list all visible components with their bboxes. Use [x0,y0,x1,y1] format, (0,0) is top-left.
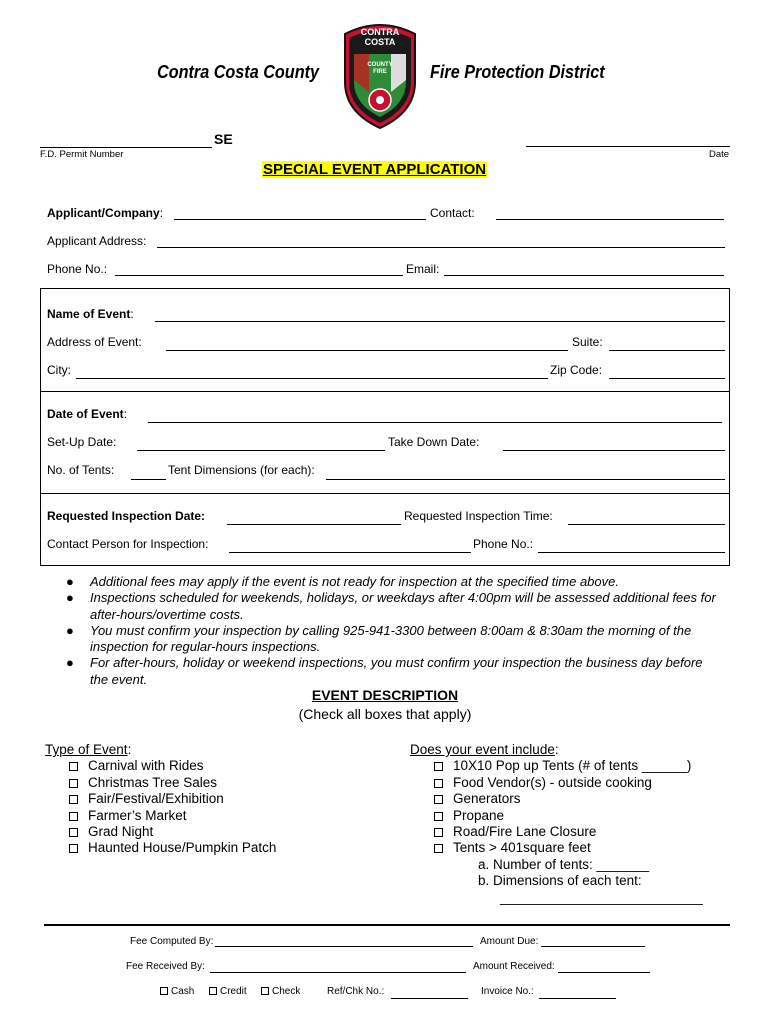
event-type-label: Haunted House/Pumpkin Patch [88,840,277,856]
checkbox-icon[interactable] [69,779,78,788]
note-text: Inspections scheduled for weekends, holidays, or weekdays after 4:00pm will be assessed additional fees for after-hours/overtime costs. [90,590,716,622]
event-type-label: Carnival with Rides [88,758,204,774]
checkbox-icon[interactable] [209,987,217,995]
tent-dimensions-label: Tent Dimensions (for each): [168,463,315,477]
include-generators[interactable] [410,791,703,807]
section-divider [40,391,730,392]
include-label: 10X10 Pop up Tents (# of tents ______) [453,758,692,774]
checkbox-icon[interactable] [261,987,269,995]
phone-field[interactable] [115,275,403,276]
applicant-address-field[interactable] [157,247,725,248]
event-date-field[interactable] [148,422,722,423]
event-name-label [47,307,134,321]
inspection-phone-field[interactable] [538,552,725,553]
include-label: Generators [453,791,521,807]
checkbox-icon[interactable] [434,795,443,804]
payment-check[interactable] [261,986,300,997]
include-propane[interactable] [410,808,703,824]
event-type-christmas-tree[interactable] [45,775,276,791]
large-tents-count[interactable]: a. Number of tents: _______ [478,856,650,872]
zip-field[interactable] [609,378,725,379]
event-type-carnival[interactable] [45,758,276,774]
payment-credit[interactable] [209,986,247,997]
note-item: ● Inspections scheduled for weekends, holidays, or weekdays after 4:00pm will be assessed additional fees for after-hours/overtime costs. [66,590,716,622]
tents-count-field[interactable] [131,479,166,480]
checkbox-icon[interactable] [69,762,78,771]
logo-text-fire: FIRE [373,69,387,75]
header-right-title: Fire Protection District [430,62,605,82]
city-field[interactable] [76,378,548,379]
form-left-border [40,288,41,565]
inspection-phone-label: Phone No.: [473,537,534,551]
inspection-date-field[interactable] [227,524,401,525]
large-tents-dimensions: b. Dimensions of each tent: [478,873,642,889]
event-address-field[interactable] [166,350,568,351]
checkbox-icon[interactable] [69,844,78,853]
note-item: ● Additional fees may apply if the event is not ready for inspection at the specified time above. [66,574,619,589]
suite-field[interactable] [609,350,725,351]
invoice-label: Invoice No.: [481,986,534,997]
ref-chk-field[interactable] [391,998,468,999]
include-label: Propane [453,807,505,823]
tent-dimensions-field[interactable] [326,479,725,480]
event-type-heading [45,742,276,758]
checkbox-icon[interactable] [160,987,168,995]
fee-received-label: Fee Received By: [126,961,205,972]
event-date-text: Date of Event [47,407,124,421]
header-left-title: Contra Costa County [157,62,319,82]
fire-district-logo [337,20,423,130]
takedown-date-label: Take Down Date: [388,435,480,449]
amount-due-label: Amount Due: [480,936,539,947]
contact-field[interactable] [496,219,724,220]
zip-label: Zip Code: [550,363,603,377]
office-use-divider [44,924,730,926]
checkbox-icon[interactable] [69,812,78,821]
event-description-subtitle: (Check all boxes that apply) [298,706,472,722]
checkbox-icon[interactable] [434,812,443,821]
inspection-time-field[interactable] [568,524,725,525]
section-divider [40,565,730,566]
event-type-label: Christmas Tree Sales [88,774,218,790]
invoice-field[interactable] [539,998,616,999]
note-text: Additional fees may apply if the event is not ready for inspection at the specified time above. [90,574,619,589]
applicant-company-colon: : [159,206,164,220]
note-text: For after-hours, holiday or weekend inspections, you must confirm your inspection the business day before the event. [90,655,703,687]
takedown-date-field[interactable] [503,450,725,451]
section-divider [40,288,730,289]
payment-cash-label: Cash [171,986,195,997]
event-name-text: Name of Event [47,307,131,321]
note-text: You must confirm your inspection by calling 925-941-3300 between 8:00am & 8:30am the morning of the inspection for regular-hours inspections. [90,622,692,655]
notes-list [62,574,722,688]
event-type-fair[interactable] [45,791,276,807]
inspection-contact-label: Contact Person for Inspection: [47,537,209,551]
include-large-tents[interactable] [410,840,703,856]
logo-text-county: COUNTY [367,62,393,68]
contact-label: Contact: [430,206,475,220]
tents-count-label: No. of Tents: [47,463,115,477]
event-types-column [45,742,276,857]
event-type-heading-text: Type of Event [45,742,128,757]
event-name-field[interactable] [155,321,725,322]
event-description-title: EVENT DESCRIPTION [311,687,459,703]
include-food-vendors[interactable] [410,775,703,791]
applicant-company-field[interactable] [174,219,426,220]
note-item: ● For after-hours, holiday or weekend inspections, you must confirm your inspection the business day before the event. [66,655,703,687]
amount-due-field[interactable] [541,946,645,947]
phone-label: Phone No.: [47,262,108,276]
event-type-label: Grad Night [88,824,154,840]
permit-number-label: F.D. Permit Number [40,149,124,160]
permit-suffix: SE [214,131,233,147]
inspection-time-label: Requested Inspection Time: [404,509,553,523]
event-address-label: Address of Event: [47,335,142,349]
event-date-colon: : [123,407,128,421]
payment-credit-label: Credit [220,986,247,997]
event-type-farmers-market[interactable] [45,808,276,824]
event-type-label: Fair/Festival/Exhibition [88,791,224,807]
include-label: Road/Fire Lane Closure [453,824,597,840]
checkbox-icon[interactable] [434,779,443,788]
large-tents-dimensions-field[interactable]: ___________________________ [500,889,703,905]
event-type-haunted-house[interactable] [45,840,276,856]
payment-cash[interactable] [160,986,194,997]
event-includes-column [410,742,703,906]
permit-number-field[interactable] [40,147,212,148]
date-field[interactable] [526,146,730,147]
email-field[interactable] [444,275,724,276]
checkbox-icon[interactable] [434,762,443,771]
event-includes-heading-colon: : [554,742,559,757]
city-label: City: [47,363,71,377]
logo-text-contra: CONTRA [360,27,400,37]
email-label: Email: [406,262,440,276]
applicant-company-text: Applicant/Company [47,206,160,220]
event-date-label [47,407,127,421]
suite-label: Suite: [572,335,603,349]
event-type-grad-night[interactable] [45,824,276,840]
event-name-colon: : [130,307,134,321]
include-popup-tents[interactable] [410,758,703,774]
checkbox-icon[interactable] [434,844,443,853]
amount-received-field[interactable] [558,972,650,973]
logo-text-costa: COSTA [364,37,396,47]
event-type-label: Farmer’s Market [88,807,187,823]
checkbox-icon[interactable] [69,795,78,804]
form-right-border [729,288,730,565]
fee-computed-field[interactable] [215,946,473,947]
include-road-closure[interactable] [410,824,703,840]
date-label: Date [709,149,730,160]
ref-chk-label: Ref/Chk No.: [327,986,385,997]
checkbox-icon[interactable] [69,828,78,837]
setup-date-field[interactable] [137,450,385,451]
include-label: Tents > 401square feet [453,840,591,856]
include-label: Food Vendor(s) - outside cooking [453,774,652,790]
applicant-company-label [47,206,163,220]
setup-date-label: Set-Up Date: [47,435,117,449]
section-divider [40,493,730,494]
applicant-address-label: Applicant Address: [47,234,147,248]
payment-check-label: Check [272,986,301,997]
event-includes-heading-text: Does your event include [410,742,555,757]
checkbox-icon[interactable] [434,828,443,837]
inspection-date-label: Requested Inspection Date: [47,509,206,523]
inspection-contact-field[interactable] [229,552,471,553]
fee-computed-label: Fee Computed By: [130,936,214,947]
note-item: ● You must confirm your inspection by calling 925-941-3300 between 8:00am & 8:30am the morning of the inspection for regular-hours inspections. [66,622,692,655]
fee-received-field[interactable] [210,972,466,973]
event-type-heading-colon: : [127,742,132,757]
event-includes-heading [410,742,703,758]
form-title: SPECIAL EVENT APPLICATION [263,161,487,178]
amount-received-label: Amount Received: [473,961,555,972]
